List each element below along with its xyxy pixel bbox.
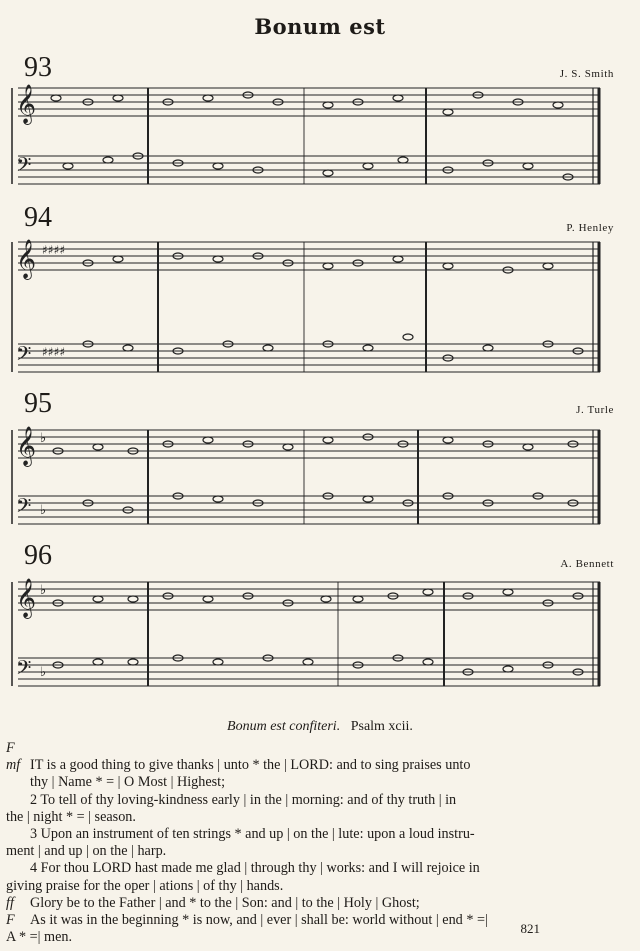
- music-score: [8, 82, 608, 202]
- page-number: 821: [520, 921, 540, 936]
- verse-line: the | night * = | season.: [6, 808, 136, 825]
- latin-title: Bonum est confiteri.: [227, 719, 341, 734]
- verse-line: A * =| men.: [6, 929, 73, 946]
- verse-line: 2 To tell of thy loving-kindness early | in the | morning: and of thy truth | in: [30, 791, 457, 808]
- svg-text:♭: ♭: [40, 665, 47, 680]
- page-title: Bonum est: [254, 14, 386, 39]
- verse-line: 4 For thou LORD hast made me glad | through thy | works: and I will rejoice in: [30, 860, 480, 877]
- dynamic-mark: F: [6, 912, 15, 929]
- verse-2: [6, 792, 596, 826]
- verse-3: [6, 826, 596, 860]
- composer-name: P. Henley: [566, 222, 614, 234]
- svg-text:♯♯♯♯: ♯♯♯♯: [42, 243, 66, 257]
- composer-name: J. Turle: [576, 404, 614, 416]
- music-score: [8, 424, 608, 534]
- svg-text:♯♯♯♯: ♯♯♯♯: [42, 345, 66, 359]
- svg-text:♭: ♭: [40, 431, 47, 446]
- psalm-text: [6, 740, 596, 946]
- gloria-1: [6, 895, 596, 912]
- verse-4: [6, 860, 596, 894]
- gloria-2: [6, 912, 596, 946]
- composer-name: A. Bennett: [560, 558, 614, 570]
- svg-text:𝄢: 𝄢: [16, 656, 32, 684]
- verse-line: thy | Name * = | O Most | Highest;: [30, 774, 226, 791]
- dynamic-mark: F mf: [6, 740, 21, 774]
- verse-line: IT is a good thing to give thanks | unto * the | LORD: and to sing praises unto: [30, 757, 471, 774]
- svg-text:𝄢: 𝄢: [16, 153, 32, 181]
- svg-text:♭: ♭: [40, 583, 47, 598]
- music-score: [8, 576, 608, 702]
- verse-line: 3 Upon an instrument of ten strings * and up | on the | lute: upon a loud instru-: [30, 826, 475, 843]
- svg-text:𝄢: 𝄢: [16, 342, 32, 370]
- hymn-number: 96: [24, 540, 52, 571]
- hymn-number: 93: [24, 52, 52, 83]
- verse-line: giving praise for the oper | ations | of thy | hands.: [6, 877, 284, 894]
- psalm-reference: Psalm xcii.: [350, 719, 413, 734]
- dynamic-mark: ff: [6, 894, 14, 911]
- svg-text:𝄞: 𝄞: [16, 426, 37, 466]
- svg-text:𝄢: 𝄢: [16, 494, 32, 522]
- verse-1: [6, 740, 596, 792]
- verse-line: As it was in the beginning * is now, and | ever | shall be: world without | end * =|: [30, 912, 488, 929]
- svg-text:𝄞: 𝄞: [16, 578, 37, 618]
- hymn-number: 94: [24, 202, 52, 233]
- hymn-number: 95: [24, 388, 52, 419]
- composer-name: J. S. Smith: [559, 68, 614, 80]
- svg-text:𝄞: 𝄞: [16, 84, 37, 124]
- verse-line: Glory be to the Father | and * to the | Son: and | to the | Holy | Ghost;: [30, 894, 420, 911]
- svg-text:𝄞: 𝄞: [16, 239, 37, 279]
- psalm-caption: [0, 719, 640, 735]
- svg-text:♭: ♭: [40, 503, 47, 518]
- verse-line: ment | and up | on the | harp.: [6, 843, 167, 860]
- music-score: [8, 234, 608, 384]
